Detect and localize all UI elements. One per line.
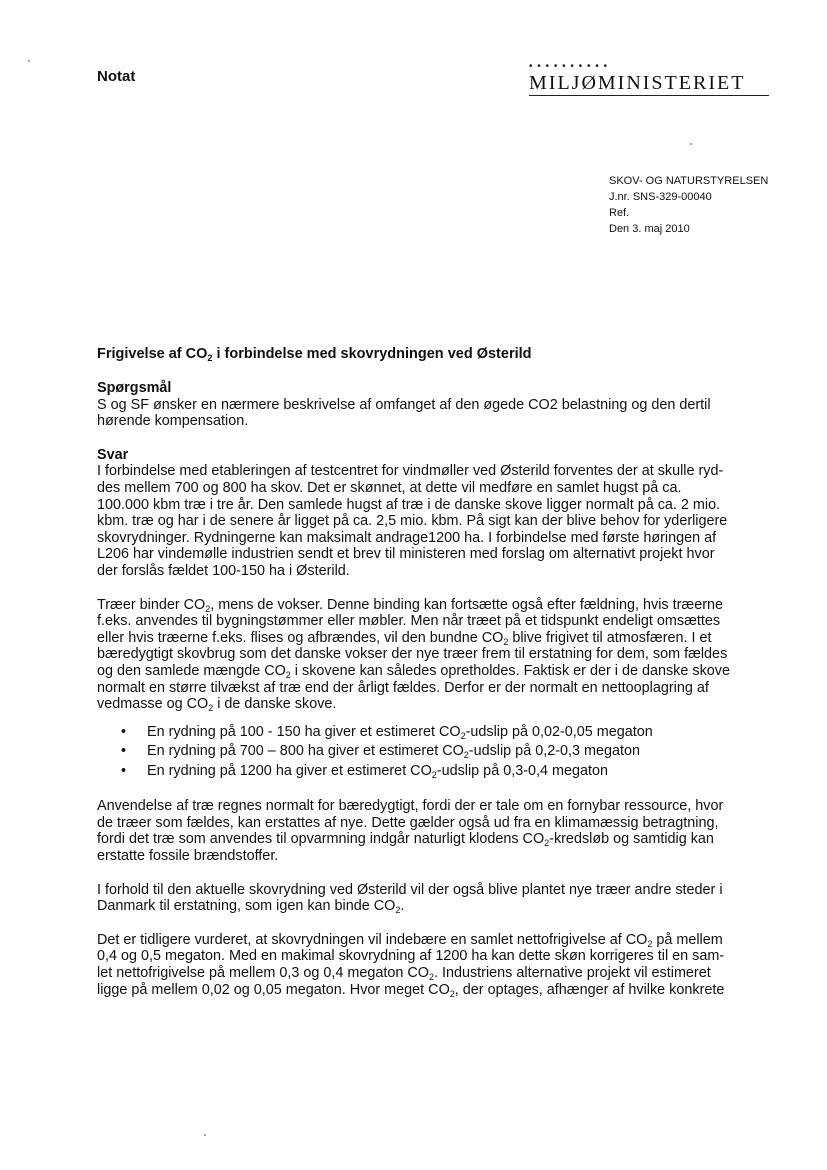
question-paragraph: S og SF ønsker en nærmere beskrivelse af omfanget af den øgede CO2 belastning og den dertil hørende kompensation. [97,396,711,430]
document-title: Frigivelse af $CO_2$ i forbindelse med skovrydningen ved Østerild [97,346,532,363]
carbon-binding-paragraph: Træer binder $CO_2$, mens de vokser. Denne binding kan fortsætte også efter fældning, hvis træerne f.eks. anvendes til bygningstømmer eller møbler. Men når træet på et tidspunkt endeligt omsættes eller hvis træerne f.eks. flises og afbrændes, vil den bundne $CO_2$ blive frigivet til atmosfæren. I et bæredygtigt skovbrug som det danske vokser der nye træer frem til erstatning for dem, som fældes og den samlede mængde $CO_2$ i skovene kan således opretholdes. Faktisk er der i de danske skove normalt en større tilvækst af træ end der årligt fældes. Derfor er der normalt en nettooplagring af vedmasse og $CO_2$ i de danske skove. [97,596,730,714]
letterhead-meta [609,173,768,237]
emission-estimates-list [97,723,777,782]
reference: Ref. [609,207,630,219]
document-body [97,380,777,998]
answer-paragraph: I forbindelse med etableringen af testcentret for vindmøller ved Østerild forventes der at skulle ryd- des mellem 700 og 800 ha skov. Det er skønnet, at dette vil medføre en samlet hugst på ca. 100.000 kbm træ i tre år. Den samlede hugst af træ i de danske skove ligger normalt på ca. 2 mio. kbm. træ og har i de senere år ligget på ca. 2,5 mio. kbm. På sigt kan der blive behov for yderligere skovrydninger. Rydningerne kan maksimalt andrage1200 ha. I forbindelse med første høringen af L206 har vindemølle industrien sendt et brev til ministeren med forslag om alternativt projekt hvor der forslås fældet 100-150 ha i Østerild. [97,463,728,579]
answer-heading: Svar [97,446,129,463]
notat-label: Notat [97,68,136,85]
list-item: • En rydning på 1200 ha giver et estimeret $CO_2$-udslip på 0,3-0,4 megaton [121,762,608,780]
replanting-paragraph: I forhold til den aktuelle skovrydning ved Østerild vil der også blive plantet nye træer andre steder i Danmark til erstatning, som igen kan binde $CO_2$. [97,881,723,916]
ministry-logo [529,62,771,96]
scan-speck [204,1134,206,1136]
document-date: Den 3. maj 2010 [609,223,690,235]
scan-speck [28,60,30,62]
ministry-name: MILJØMINISTERIET [529,72,746,94]
question-heading: Spørgsmål [97,380,172,396]
net-release-paragraph: Det er tidligere vurderet, at skovrydningen vil indebære en samlet nettofrigivelse af $CO_2$ på mellem 0,4 og 0,5 megaton. Med en makimal skovrydning af 1200 ha kan dette skøn korrigeres til en sam- let nettofrigivelse på mellem 0,3 og 0,4 megaton $CO_2$. Industriens alternative projekt vil estimeret ligge på mellem 0,02 og 0,05 megaton. Hvor meget $CO_2$, der optages, afhænger af hvilke konkrete [97,931,725,999]
logo-dots: • • • • • • • • • • [529,61,609,72]
list-item: • En rydning på 100 - 150 ha giver et estimeret $CO_2$-udslip på 0,02-0,05 megaton [121,723,653,741]
journal-number: J.nr. SNS-329-00040 [609,191,712,203]
sustainability-paragraph: Anvendelse af træ regnes normalt for bæredygtigt, fordi der er tale om en fornybar ressource, hvor de træer som fældes, kan erstattes af nye. Dette gælder også ud fra en klimamæssig betragtning, fordi det træ som anvendes til opvarmning indgår naturligt klodens $CO_2$-kredsløb og samtidig kan erstatte fossile brændstoffer. [97,798,724,864]
agency-name: SKOV- OG NATURSTYRELSEN [609,175,769,187]
list-item: • En rydning på 700 – 800 ha giver et estimeret $CO_2$-udslip på 0,2-0,3 megaton [121,743,640,761]
scan-speck [690,143,692,145]
logo-underline [529,95,769,96]
